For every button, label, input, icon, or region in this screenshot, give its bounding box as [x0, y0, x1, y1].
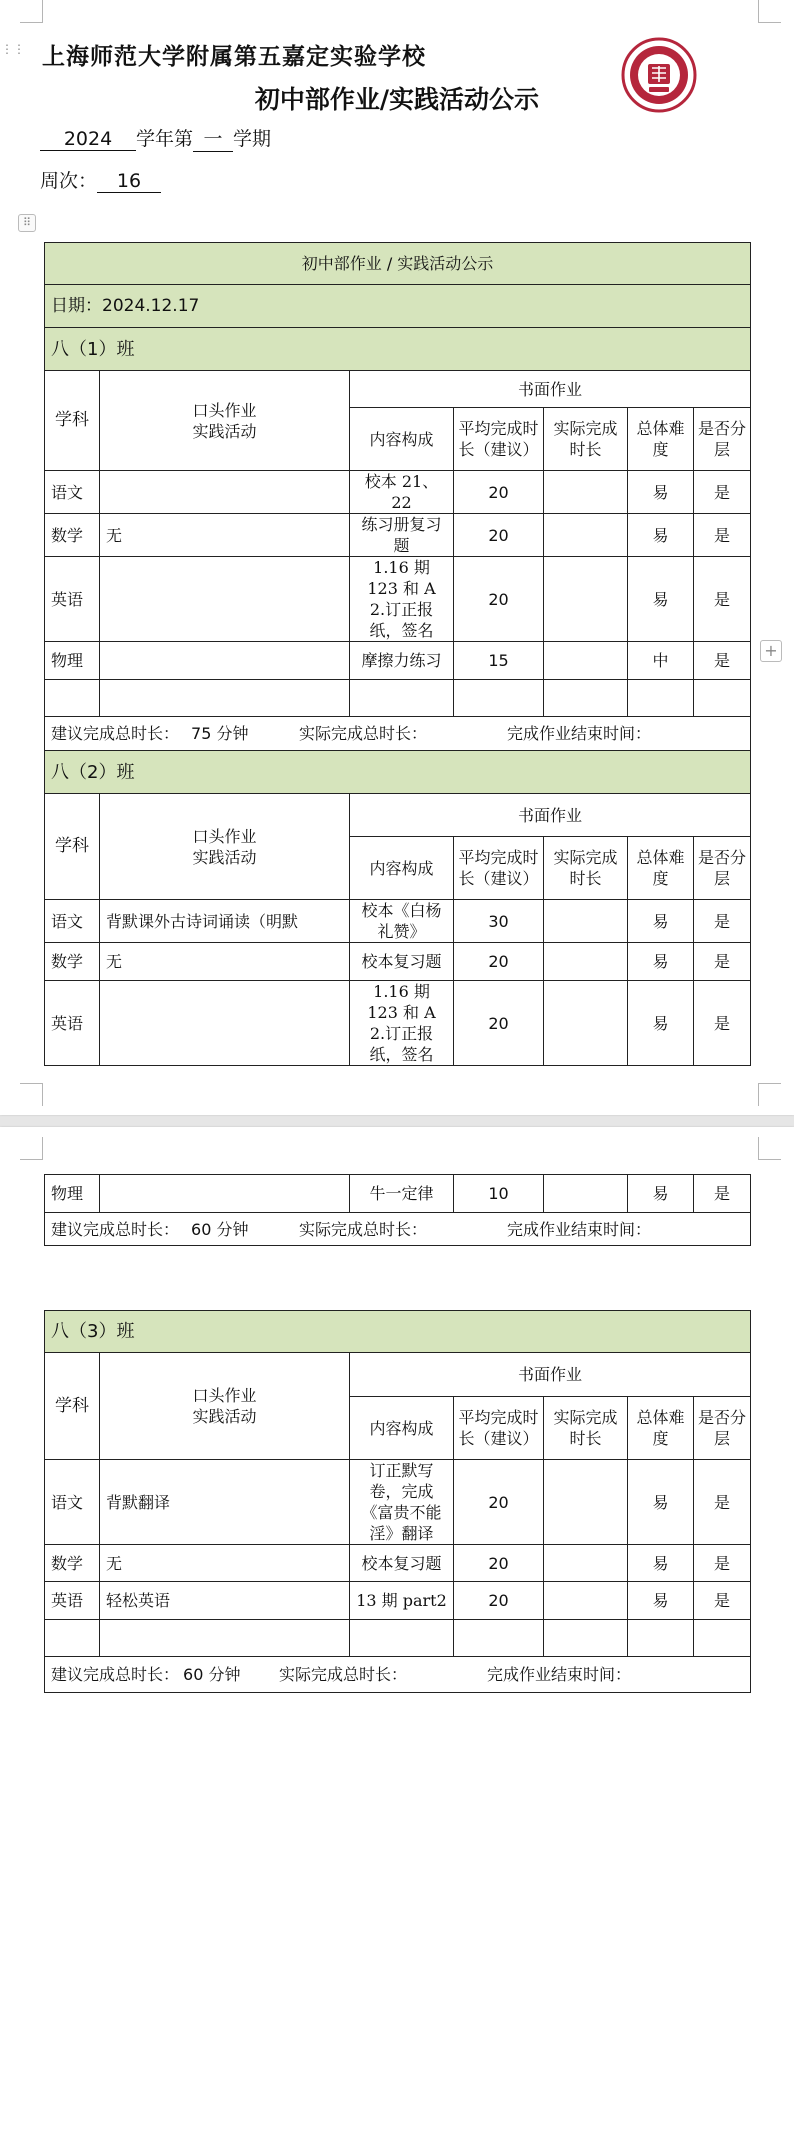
term-number: 一: [193, 124, 233, 152]
actual-time-header: 实际完成时长: [544, 837, 628, 900]
table-title: 初中部作业 / 实践活动公示: [45, 243, 751, 285]
summary-row: [45, 1657, 751, 1693]
oral-header: [100, 371, 350, 471]
layered-cell[interactable]: 是: [694, 514, 751, 557]
table-row: [45, 981, 751, 1066]
actual-time-cell[interactable]: [544, 557, 628, 642]
difficulty-cell[interactable]: 易: [628, 943, 694, 981]
subject-cell: 英语: [45, 981, 100, 1066]
content-header: 内容构成: [350, 1397, 454, 1460]
avg-time-cell[interactable]: 30: [454, 900, 544, 943]
empty-cell[interactable]: [350, 1620, 454, 1657]
end-time-label: 完成作业结束时间：: [487, 1665, 632, 1684]
table-row: [45, 471, 751, 514]
empty-cell[interactable]: [350, 680, 454, 717]
content-cell[interactable]: 校本《白杨礼赞》: [350, 900, 454, 943]
content-cell[interactable]: 校本 21、22: [350, 471, 454, 514]
actual-time-cell[interactable]: [544, 1460, 628, 1545]
empty-cell[interactable]: [45, 1620, 100, 1657]
layered-header: 是否分层: [694, 408, 751, 471]
layered-cell[interactable]: 是: [694, 943, 751, 981]
avg-time-header: 平均完成时长（建议）: [454, 408, 544, 471]
week-label: 周次：: [40, 170, 98, 192]
empty-cell[interactable]: [628, 680, 694, 717]
written-header: 书面作业: [350, 1353, 751, 1397]
subject-cell: 数学: [45, 1545, 100, 1582]
term-line: [40, 124, 271, 152]
difficulty-cell[interactable]: 易: [628, 1582, 694, 1620]
actual-label: 实际完成总时长：: [299, 1219, 428, 1239]
page-corner-mark: [20, 1137, 43, 1160]
subject-header: 学科: [45, 794, 100, 900]
actual-time-cell[interactable]: [544, 981, 628, 1066]
actual-time-cell[interactable]: [544, 514, 628, 557]
summary-row: [45, 717, 751, 751]
subject-cell: 语文: [45, 900, 100, 943]
empty-cell[interactable]: [100, 1620, 350, 1657]
layered-cell[interactable]: 是: [694, 471, 751, 514]
summary-row: [45, 1213, 751, 1246]
summary-cell: [45, 717, 751, 751]
end-time-label: 完成作业结束时间：: [507, 724, 652, 743]
difficulty-header: 总体难度: [628, 408, 694, 471]
table-row: [45, 1582, 751, 1620]
term-suffix: 学期: [233, 128, 272, 150]
term-year: 2024: [40, 128, 136, 151]
avg-time-cell[interactable]: 20: [454, 557, 544, 642]
table-row: [45, 514, 751, 557]
school-seal-icon: [621, 37, 697, 113]
content-cell[interactable]: 练习册复习题: [350, 514, 454, 557]
content-cell[interactable]: 校本复习题: [350, 1545, 454, 1582]
difficulty-cell[interactable]: 易: [628, 900, 694, 943]
empty-cell[interactable]: [454, 1620, 544, 1657]
content-cell[interactable]: 13 期 part2: [350, 1582, 454, 1620]
page-corner-mark: [20, 0, 43, 23]
table-row: [45, 557, 751, 642]
layered-cell[interactable]: 是: [694, 557, 751, 642]
content-line: 2.订正报纸，签名: [369, 1024, 434, 1064]
document-title: 初中部作业/实践活动公示: [254, 85, 540, 114]
header-row: [45, 371, 751, 408]
date-row: [45, 285, 751, 328]
empty-cell[interactable]: [100, 680, 350, 717]
homework-table-page-2: [44, 1174, 751, 1246]
content-header: 内容构成: [350, 837, 454, 900]
table-row: [45, 1175, 751, 1213]
avg-time-cell[interactable]: 20: [454, 514, 544, 557]
actual-label: 实际完成总时长：: [279, 1665, 408, 1684]
summary-cell: [45, 1213, 751, 1246]
empty-cell[interactable]: [628, 1620, 694, 1657]
actual-time-header: 实际完成时长: [544, 1397, 628, 1460]
difficulty-cell[interactable]: 易: [628, 1545, 694, 1582]
oral-header-line-2: 实践活动: [192, 847, 257, 867]
written-header: 书面作业: [350, 794, 751, 837]
empty-row: [45, 680, 751, 717]
class-header-row: [45, 328, 751, 371]
avg-time-cell[interactable]: 20: [454, 471, 544, 514]
layered-cell[interactable]: 是: [694, 642, 751, 680]
table-row: [45, 900, 751, 943]
table-title-row: [45, 243, 751, 285]
actual-time-cell[interactable]: [544, 1582, 628, 1620]
class-name: 八（2）班: [45, 751, 751, 794]
avg-time-header: 平均完成时长（建议）: [454, 1397, 544, 1460]
table-row: [45, 1460, 751, 1545]
week-line: [40, 166, 161, 193]
header-row: [45, 794, 751, 837]
suggested-label: 建议完成总时长：: [51, 1665, 180, 1684]
difficulty-cell[interactable]: 易: [628, 471, 694, 514]
content-header: 内容构成: [350, 408, 454, 471]
actual-time-cell[interactable]: [544, 1545, 628, 1582]
actual-time-cell[interactable]: [544, 642, 628, 680]
difficulty-cell[interactable]: 易: [628, 557, 694, 642]
class-name: 八（3）班: [45, 1311, 751, 1353]
avg-time-cell[interactable]: 20: [454, 943, 544, 981]
table-row: [45, 642, 751, 680]
suggested-total: 75 分钟: [191, 724, 249, 743]
empty-row: [45, 1620, 751, 1657]
suggested-label: 建议完成总时长：: [51, 1219, 180, 1239]
layered-cell[interactable]: 是: [694, 981, 751, 1066]
oral-cell[interactable]: 背默翻译: [100, 1460, 350, 1545]
actual-time-cell[interactable]: [544, 471, 628, 514]
difficulty-cell[interactable]: 易: [628, 514, 694, 557]
content-cell[interactable]: 摩擦力练习: [350, 642, 454, 680]
class-name: 八（1）班: [45, 328, 751, 371]
subject-cell: 语文: [45, 1460, 100, 1545]
difficulty-header: 总体难度: [628, 1397, 694, 1460]
subject-cell: 物理: [45, 1175, 100, 1213]
avg-time-cell[interactable]: 20: [454, 1545, 544, 1582]
oral-cell[interactable]: 背默课外古诗词诵读（明默: [100, 900, 350, 943]
homework-table-page-1: [44, 242, 751, 1066]
end-time-label: 完成作业结束时间：: [507, 1219, 652, 1239]
subject-cell: 英语: [45, 1582, 100, 1620]
oral-cell[interactable]: [100, 557, 350, 642]
avg-time-cell[interactable]: 10: [454, 1175, 544, 1213]
suggested-total: 60 分钟: [191, 1219, 249, 1239]
empty-cell[interactable]: [45, 680, 100, 717]
difficulty-cell[interactable]: 易: [628, 981, 694, 1066]
oral-cell[interactable]: [100, 642, 350, 680]
oral-cell[interactable]: 轻松英语: [100, 1582, 350, 1620]
drag-dots-icon[interactable]: ⋮⋮: [1, 42, 25, 56]
avg-time-header: 平均完成时长（建议）: [454, 837, 544, 900]
content-cell[interactable]: 校本复习题: [350, 943, 454, 981]
subject-header: 学科: [45, 1353, 100, 1460]
content-cell[interactable]: [350, 981, 454, 1066]
avg-time-cell[interactable]: 20: [454, 1460, 544, 1545]
oral-header-line-1: 口头作业: [192, 826, 257, 846]
oral-header: [100, 1353, 350, 1460]
subject-cell: 数学: [45, 514, 100, 557]
subject-cell: 数学: [45, 943, 100, 981]
school-name: 上海师范大学附属第五嘉定实验学校: [42, 43, 426, 70]
page-corner-mark: [758, 1083, 781, 1106]
avg-time-cell[interactable]: 20: [454, 1582, 544, 1620]
subject-cell: 英语: [45, 557, 100, 642]
layered-cell[interactable]: 是: [694, 1175, 751, 1213]
empty-cell[interactable]: [694, 1620, 751, 1657]
empty-cell[interactable]: [544, 1620, 628, 1657]
oral-cell[interactable]: 无: [100, 514, 350, 557]
summary-cell: [45, 1657, 751, 1693]
add-column-button[interactable]: +: [760, 640, 782, 662]
empty-cell[interactable]: [454, 680, 544, 717]
actual-label: 实际完成总时长：: [299, 724, 428, 743]
page-corner-mark: [758, 0, 781, 23]
layered-cell[interactable]: 是: [694, 1545, 751, 1582]
page-corner-mark: [20, 1083, 43, 1106]
document-page-2: [0, 1127, 794, 2137]
oral-header: [100, 794, 350, 900]
class-header-row: [45, 751, 751, 794]
header-row: [45, 1353, 751, 1397]
empty-cell[interactable]: [544, 680, 628, 717]
layered-cell[interactable]: 是: [694, 1460, 751, 1545]
suggested-total: 60 分钟: [183, 1665, 241, 1684]
subject-cell: 语文: [45, 471, 100, 514]
oral-cell[interactable]: [100, 471, 350, 514]
actual-time-cell[interactable]: [544, 1175, 628, 1213]
layered-header: 是否分层: [694, 837, 751, 900]
content-line: 2.订正报纸，签名: [369, 600, 434, 640]
oral-cell[interactable]: 无: [100, 943, 350, 981]
oral-cell[interactable]: [100, 1175, 350, 1213]
week-value: 16: [97, 170, 161, 193]
content-cell[interactable]: [350, 557, 454, 642]
homework-table-class-3: [44, 1310, 751, 1693]
layered-cell[interactable]: 是: [694, 1582, 751, 1620]
oral-header-line-1: 口头作业: [192, 1386, 257, 1405]
difficulty-cell[interactable]: 易: [628, 1175, 694, 1213]
table-drag-handle[interactable]: ⠿: [18, 214, 36, 232]
oral-header-line-2: 实践活动: [192, 421, 257, 441]
actual-time-cell[interactable]: [544, 900, 628, 943]
layered-cell[interactable]: 是: [694, 900, 751, 943]
suggested-label: 建议完成总时长：: [51, 724, 180, 743]
actual-time-cell[interactable]: [544, 943, 628, 981]
avg-time-cell[interactable]: 15: [454, 642, 544, 680]
content-line: 1.16 期 123 和 A: [367, 982, 436, 1022]
page-corner-mark: [758, 1137, 781, 1160]
oral-header-line-2: 实践活动: [192, 1407, 257, 1426]
table-row: [45, 943, 751, 981]
difficulty-header: 总体难度: [628, 837, 694, 900]
empty-cell[interactable]: [694, 680, 751, 717]
class-header-row: [45, 1311, 751, 1353]
actual-time-header: 实际完成时长: [544, 408, 628, 471]
written-header: 书面作业: [350, 371, 751, 408]
oral-header-line-1: 口头作业: [192, 400, 257, 420]
oral-cell[interactable]: 无: [100, 1545, 350, 1582]
date-line: 日期：2024.12.17: [45, 285, 751, 328]
table-row: [45, 1545, 751, 1582]
content-cell[interactable]: 牛一定律: [350, 1175, 454, 1213]
layered-header: 是否分层: [694, 1397, 751, 1460]
difficulty-cell[interactable]: 易: [628, 1460, 694, 1545]
content-line: 1.16 期 123 和 A: [367, 558, 436, 598]
subject-header: 学科: [45, 371, 100, 471]
avg-time-cell[interactable]: 20: [454, 981, 544, 1066]
term-year-suffix: 学年第: [136, 128, 194, 150]
difficulty-cell[interactable]: 中: [628, 642, 694, 680]
oral-cell[interactable]: [100, 981, 350, 1066]
content-cell[interactable]: 订正默写卷，完成《富贵不能淫》翻译: [350, 1460, 454, 1545]
subject-cell: 物理: [45, 642, 100, 680]
